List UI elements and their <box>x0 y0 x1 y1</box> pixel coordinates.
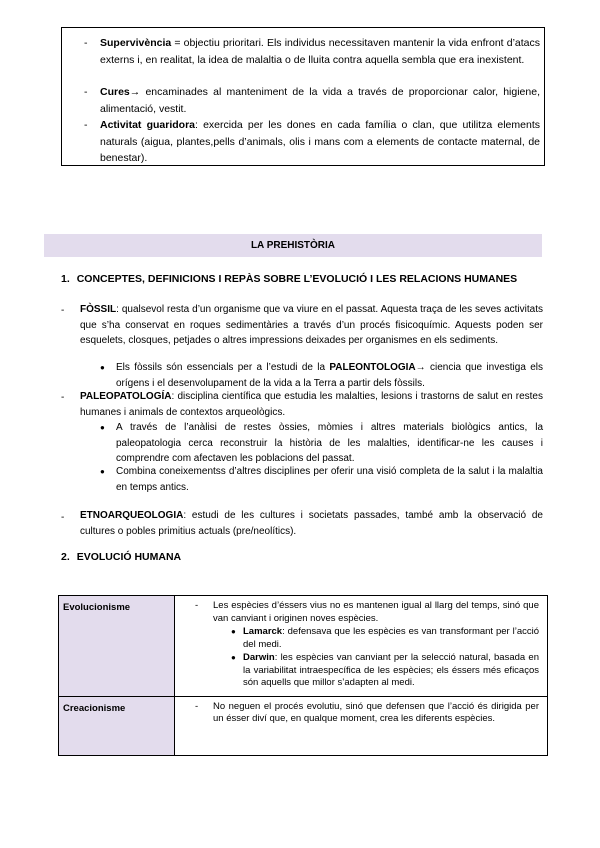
section-1-heading <box>61 273 517 285</box>
term-cell: Creacionisme <box>59 696 175 755</box>
text: : defensava que les espècies es van transformant per l’acció del medi. <box>243 626 539 650</box>
description-cell <box>175 696 548 755</box>
term: Darwin <box>243 652 275 663</box>
dash: - <box>84 86 88 98</box>
section-number: 2. <box>61 551 70 563</box>
bullet: ● <box>100 423 105 432</box>
fossil-definition <box>80 302 543 349</box>
term: Cures <box>100 86 130 98</box>
dash: - <box>61 392 65 403</box>
paleopatologia-bullet-2: Combina coneixementss d’altres disciplines per oferir una visió completa de la salut i la malaltia en temps antics. <box>116 466 543 493</box>
definition-text: : estudi de les cultures i societats passades, també amb la observació de cultures o pobles primitius actuals (pre/neolítics). <box>80 510 543 537</box>
section-2-heading <box>61 551 181 563</box>
description-text: Les espècies d’éssers vius no es mantenen igual al llarg del temps, sinó que van canviant i originen noves espècies. <box>213 600 539 624</box>
term: FÒSSIL <box>80 304 117 315</box>
intro-item-cures <box>84 84 540 117</box>
definition: : exercida per les dones en cada família o clan, que utilitza elements naturals (aigua, plantes,pells d’animals, olis i mans com a elements de contacte maternal, de benestar). <box>100 119 540 164</box>
definition: = objectiu prioritari. Els individus necessitaven mantenir la vida enfront d’atacs externs i, en realitat, la idea de malaltia o de lluita contra aquella sembla que era inexistent. <box>100 37 540 66</box>
intro-box <box>61 27 545 166</box>
section-banner: LA PREHISTÒRIA <box>44 234 542 257</box>
darwin-item <box>213 652 539 690</box>
evolution-table <box>58 595 548 756</box>
dash: - <box>84 119 88 131</box>
bullet: ● <box>100 363 105 372</box>
term: Activitat guaridora <box>100 119 196 131</box>
dash: - <box>61 305 65 316</box>
table-row <box>59 696 548 755</box>
intro-item-activitat <box>84 117 540 167</box>
paleopatologia-bullet-1: A través de l’anàlisi de restes òssies, mòmies i altres materials biològics antics, la paleopatologia cerca reconstruir la història de les malalties, identificar-ne les causes i comprendre com afectaven les poblacions del passat. <box>116 422 543 464</box>
description-text: No neguen el procés evolutiu, sinó que defensen que l’acció és dirigida per un ésser diví que, en qualque moment, crea les diferents espècies. <box>213 700 539 724</box>
intro-item-supervivencia <box>84 35 540 68</box>
dash: - <box>84 37 88 49</box>
paleopatologia-definition <box>80 389 543 420</box>
term: Supervivència <box>100 37 172 49</box>
section-title: CONCEPTES, DEFINICIONS I REPÀS SOBRE L’EVOLUCIÓ I LES RELACIONS HUMANES <box>76 273 518 285</box>
term-cell: Evolucionisme <box>59 596 175 697</box>
text: : les espècies van canviant per la selecció natural, basada en la variabilitat intraespecífica de les espècies; els éssers més eficaços són aquells que millor s’adapten al medi. <box>243 652 539 688</box>
term: PALEONTOLOGIA <box>329 362 416 373</box>
dash: - <box>195 600 199 611</box>
table-row <box>59 596 548 697</box>
bullet: ● <box>231 653 236 662</box>
definition: → encaminades al manteniment de la vida a través de proporcionar calor, higiene, alimentació, vestit. <box>100 86 540 115</box>
etnoarqueologia-definition <box>80 508 543 539</box>
definition-text: : disciplina científica que estudia les malalties, lesions i trastorns de salut en restes humanes i animals de contextos arqueològics. <box>80 391 543 418</box>
term: ETNOARQUEOLOGIA <box>80 510 184 521</box>
text: → ciencia que investiga els orígens i el desenvolupament de la vida a la Terra a partir dels fòssils. <box>116 362 543 389</box>
dash: - <box>61 512 65 523</box>
term: PALEOPATOLOGÍA <box>80 391 172 402</box>
term: Lamarck <box>243 626 283 637</box>
bullet: ● <box>100 467 105 476</box>
lamarck-item <box>213 626 539 651</box>
text: Els fòssils són essencials per a l’estudi de la <box>116 362 330 373</box>
dash: - <box>195 700 199 712</box>
bullet: ● <box>231 627 236 636</box>
description-cell <box>175 596 548 697</box>
section-title: EVOLUCIÓ HUMANA <box>76 551 182 563</box>
definition-text: : qualsevol resta d’un organisme que va viure en el passat. Aquesta traça de les seves activitats que s’ha conservat en roques sedimentàries a través d’un procés fisicoquímic. Aquests poden ser esquelets, closques, petjades o altres impressions deixades per organismes en els sediments. <box>80 304 543 346</box>
fossil-bullet <box>116 360 543 391</box>
section-number: 1. <box>61 273 70 285</box>
